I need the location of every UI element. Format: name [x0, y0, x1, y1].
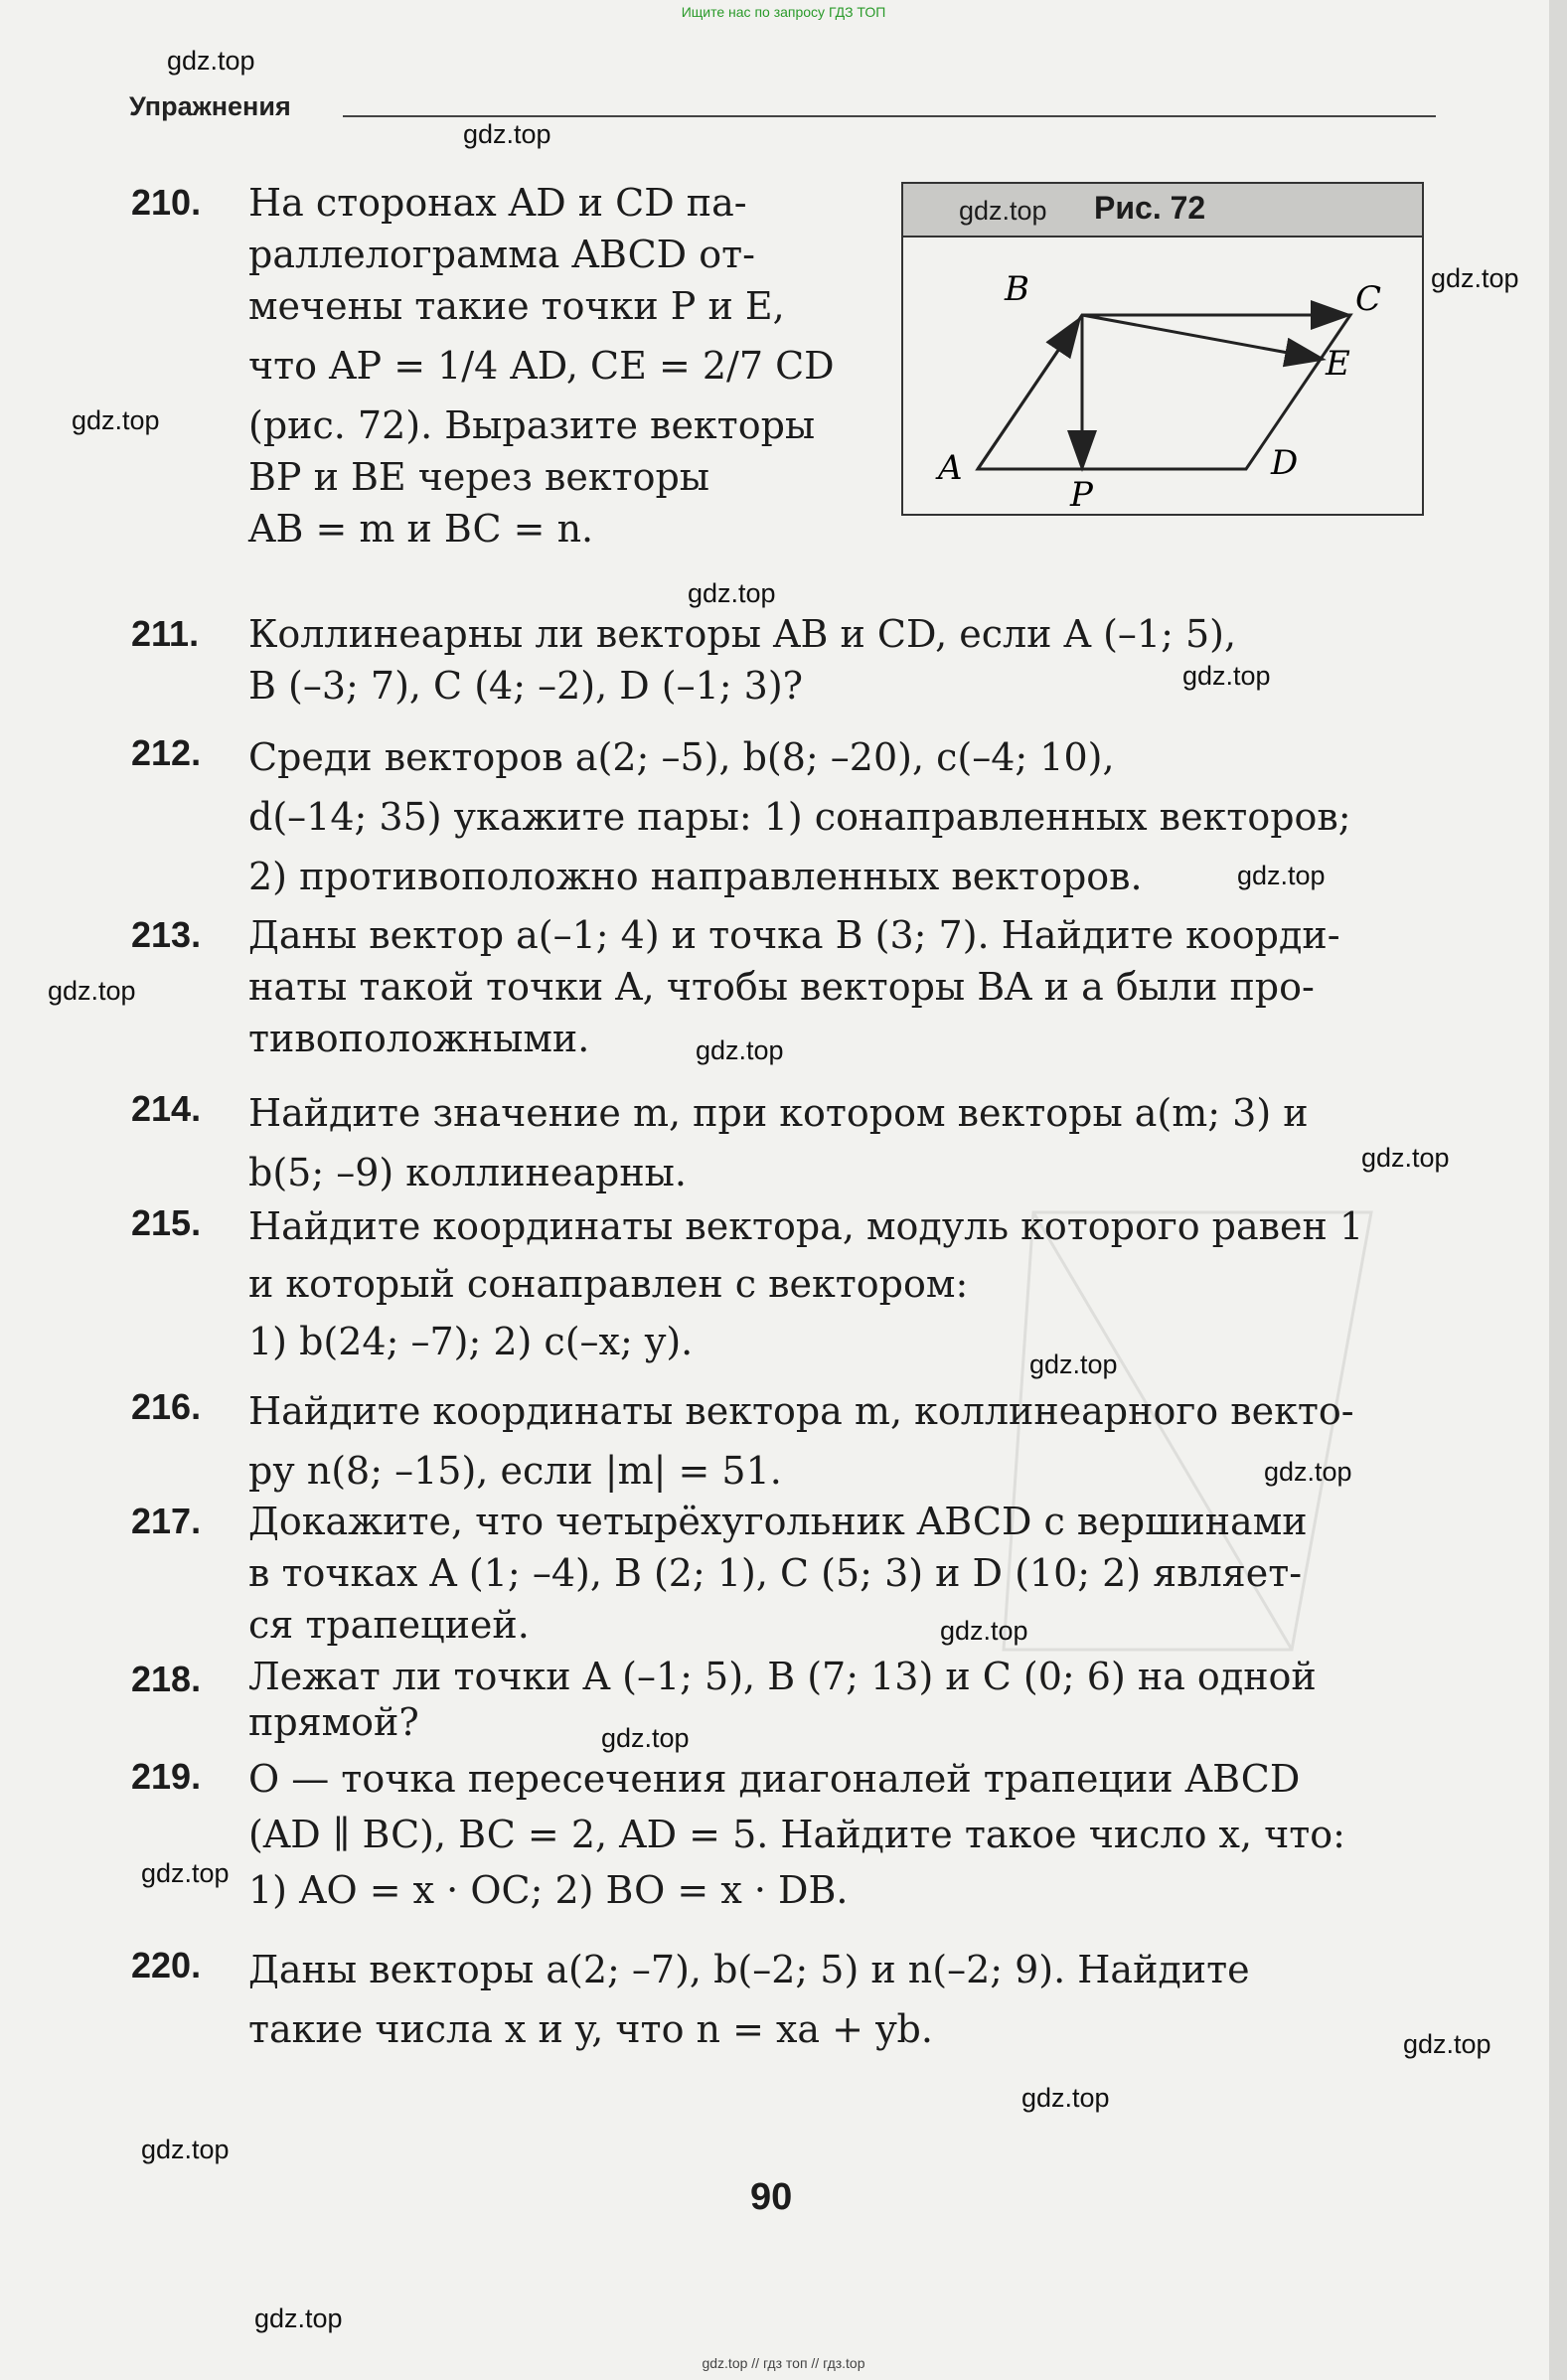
- watermark-text: gdz.top: [959, 196, 1047, 226]
- text-line: Докажите, что четырёхугольник ABCD с вершинами: [248, 1500, 1308, 1543]
- exercise-text: [248, 1940, 1550, 2059]
- text-line: раллелограмма ABCD от-: [248, 233, 755, 276]
- text-line: что AP = 1/4 AD, CE = 2/7 CD: [248, 344, 835, 388]
- page-number: 90: [750, 2176, 793, 2218]
- exercise-number: 211.: [131, 613, 200, 654]
- exercise-number: 212.: [131, 732, 202, 773]
- label-b: B: [1005, 269, 1029, 309]
- text-line: Лежат ли точки A (–1; 5), B (7; 13) и C (0; 6) на одной: [248, 1655, 1317, 1698]
- watermark-text: gdz.top: [72, 405, 160, 435]
- text-line: (рис. 72). Выразите векторы: [248, 403, 816, 447]
- exercise-number: 218.: [131, 1659, 202, 1699]
- watermark-text: gdz.top: [1264, 1457, 1352, 1487]
- exercise-number: 213.: [131, 914, 202, 955]
- watermark-text: gdz.top: [48, 976, 136, 1006]
- watermark-text: gdz.top: [601, 1723, 690, 1753]
- text-line: тивоположными.: [248, 1017, 590, 1060]
- text-line: Даны вектор a(–1; 4) и точка B (3; 7). Найдите коорди-: [248, 913, 1340, 957]
- watermark-text: gdz.top: [141, 1858, 230, 1888]
- page-edge: [1549, 0, 1567, 2380]
- vector-be: [1082, 315, 1321, 359]
- label-d: D: [1271, 443, 1299, 483]
- watermark-text: gdz.top: [1021, 2083, 1110, 2113]
- watermark-text: gdz.top: [167, 46, 255, 76]
- text-line: BP и BE через векторы: [248, 455, 710, 499]
- header-rule: [343, 115, 1436, 117]
- text-line: Найдите координаты вектора m, коллинеарного векто-: [248, 1389, 1354, 1433]
- text-line: Найдите координаты вектора, модуль которого равен 1: [248, 1204, 1364, 1248]
- watermark-text: gdz.top: [463, 119, 551, 149]
- text-line: На сторонах AD и CD па-: [248, 181, 747, 225]
- exercise-number: 214.: [131, 1088, 202, 1129]
- watermark-text: gdz.top: [1431, 263, 1519, 293]
- text-line: и который сонаправлен с вектором:: [248, 1262, 969, 1306]
- section-title: Упражнения: [129, 91, 291, 121]
- label-e: E: [1326, 344, 1350, 384]
- text-line: такие числа x и y, что n = xa + yb.: [248, 2007, 933, 2051]
- text-line: B (–3; 7), C (4; –2), D (–1; 3)?: [248, 664, 804, 708]
- watermark-text: gdz.top: [1182, 661, 1271, 691]
- watermark-text: gdz.top: [1403, 2029, 1491, 2059]
- watermark-text: gdz.top: [254, 2303, 343, 2333]
- exercise-number: 219.: [131, 1756, 202, 1797]
- watermark-text: gdz.top: [141, 2135, 230, 2164]
- text-line: 1) AO = x · OC; 2) BO = x · DB.: [248, 1868, 849, 1912]
- exercise-text: [248, 1083, 1550, 1202]
- exercise-text: [248, 727, 1550, 906]
- text-line: AB = m и BC = n.: [248, 507, 594, 551]
- exercise-number: 210.: [131, 182, 202, 223]
- exercise-number: 215.: [131, 1202, 202, 1243]
- watermark-text: gdz.top: [1029, 1349, 1118, 1379]
- text-line: 2) противоположно направленных векторов.: [248, 855, 1143, 898]
- label-p: P: [1070, 475, 1093, 514]
- exercise-text: [248, 1496, 1550, 1651]
- text-line: Коллинеарны ли векторы AB и CD, если A (–1; 5),: [248, 612, 1237, 656]
- watermark-text: gdz.top: [1237, 861, 1326, 890]
- watermark-text: gdz.top: [940, 1616, 1028, 1646]
- exercise-text: [248, 177, 884, 555]
- exercise-number: 217.: [131, 1501, 202, 1541]
- text-line: 1) b(24; –7); 2) c(–x; y).: [248, 1320, 694, 1363]
- exercise-text: [248, 909, 1550, 1064]
- text-line: ру n(8; –15), если |m| = 51.: [248, 1449, 782, 1493]
- exercise-text: [248, 608, 1550, 712]
- figure-header: [903, 184, 1422, 238]
- label-c: C: [1355, 279, 1382, 319]
- parallelogram-diagram: [903, 236, 1422, 514]
- text-line: b(5; –9) коллинеарны.: [248, 1151, 687, 1194]
- text-line: в точках A (1; –4), B (2; 1), C (5; 3) и D (10; 2) являет-: [248, 1551, 1303, 1595]
- text-line: мечены такие точки P и E,: [248, 284, 785, 328]
- text-line: наты такой точки A, чтобы векторы BA и a были про-: [248, 965, 1315, 1009]
- text-line: прямой?: [248, 1700, 419, 1744]
- top-banner: Ищите нас по запросу ГДЗ ТОП: [681, 4, 886, 20]
- watermark-text: gdz.top: [696, 1035, 784, 1065]
- exercise-number: 216.: [131, 1386, 202, 1427]
- figure-72: [901, 182, 1424, 516]
- text-line: O — точка пересечения диагоналей трапеции ABCD: [248, 1757, 1301, 1801]
- vector-ab: [978, 321, 1078, 469]
- section-header: [129, 91, 1421, 131]
- exercise-text: [248, 1654, 1550, 1745]
- text-line: d(–14; 35) укажите пары: 1) сонаправленных векторов;: [248, 795, 1351, 839]
- watermark-text: gdz.top: [1361, 1143, 1450, 1173]
- text-line: Даны векторы a(2; –7), b(–2; 5) и n(–2; 9). Найдите: [248, 1948, 1250, 1991]
- exercise-text: [248, 1381, 1550, 1501]
- exercise-text: [248, 1751, 1550, 1918]
- bottom-banner: gdz.top // гдз топ // гдз.top: [702, 2355, 865, 2371]
- label-a: A: [938, 448, 963, 488]
- figure-title: Рис. 72: [1094, 190, 1206, 226]
- watermark-text: gdz.top: [688, 578, 776, 608]
- text-line: ся трапецией.: [248, 1603, 530, 1647]
- text-line: Среди векторов a(2; –5), b(8; –20), c(–4; 10),: [248, 735, 1115, 779]
- text-line: Найдите значение m, при котором векторы a(m; 3) и: [248, 1091, 1309, 1135]
- exercise-text: [248, 1197, 1550, 1370]
- text-line: (AD ∥ BC), BC = 2, AD = 5. Найдите такое число x, что:: [248, 1813, 1345, 1856]
- exercise-number: 220.: [131, 1945, 202, 1985]
